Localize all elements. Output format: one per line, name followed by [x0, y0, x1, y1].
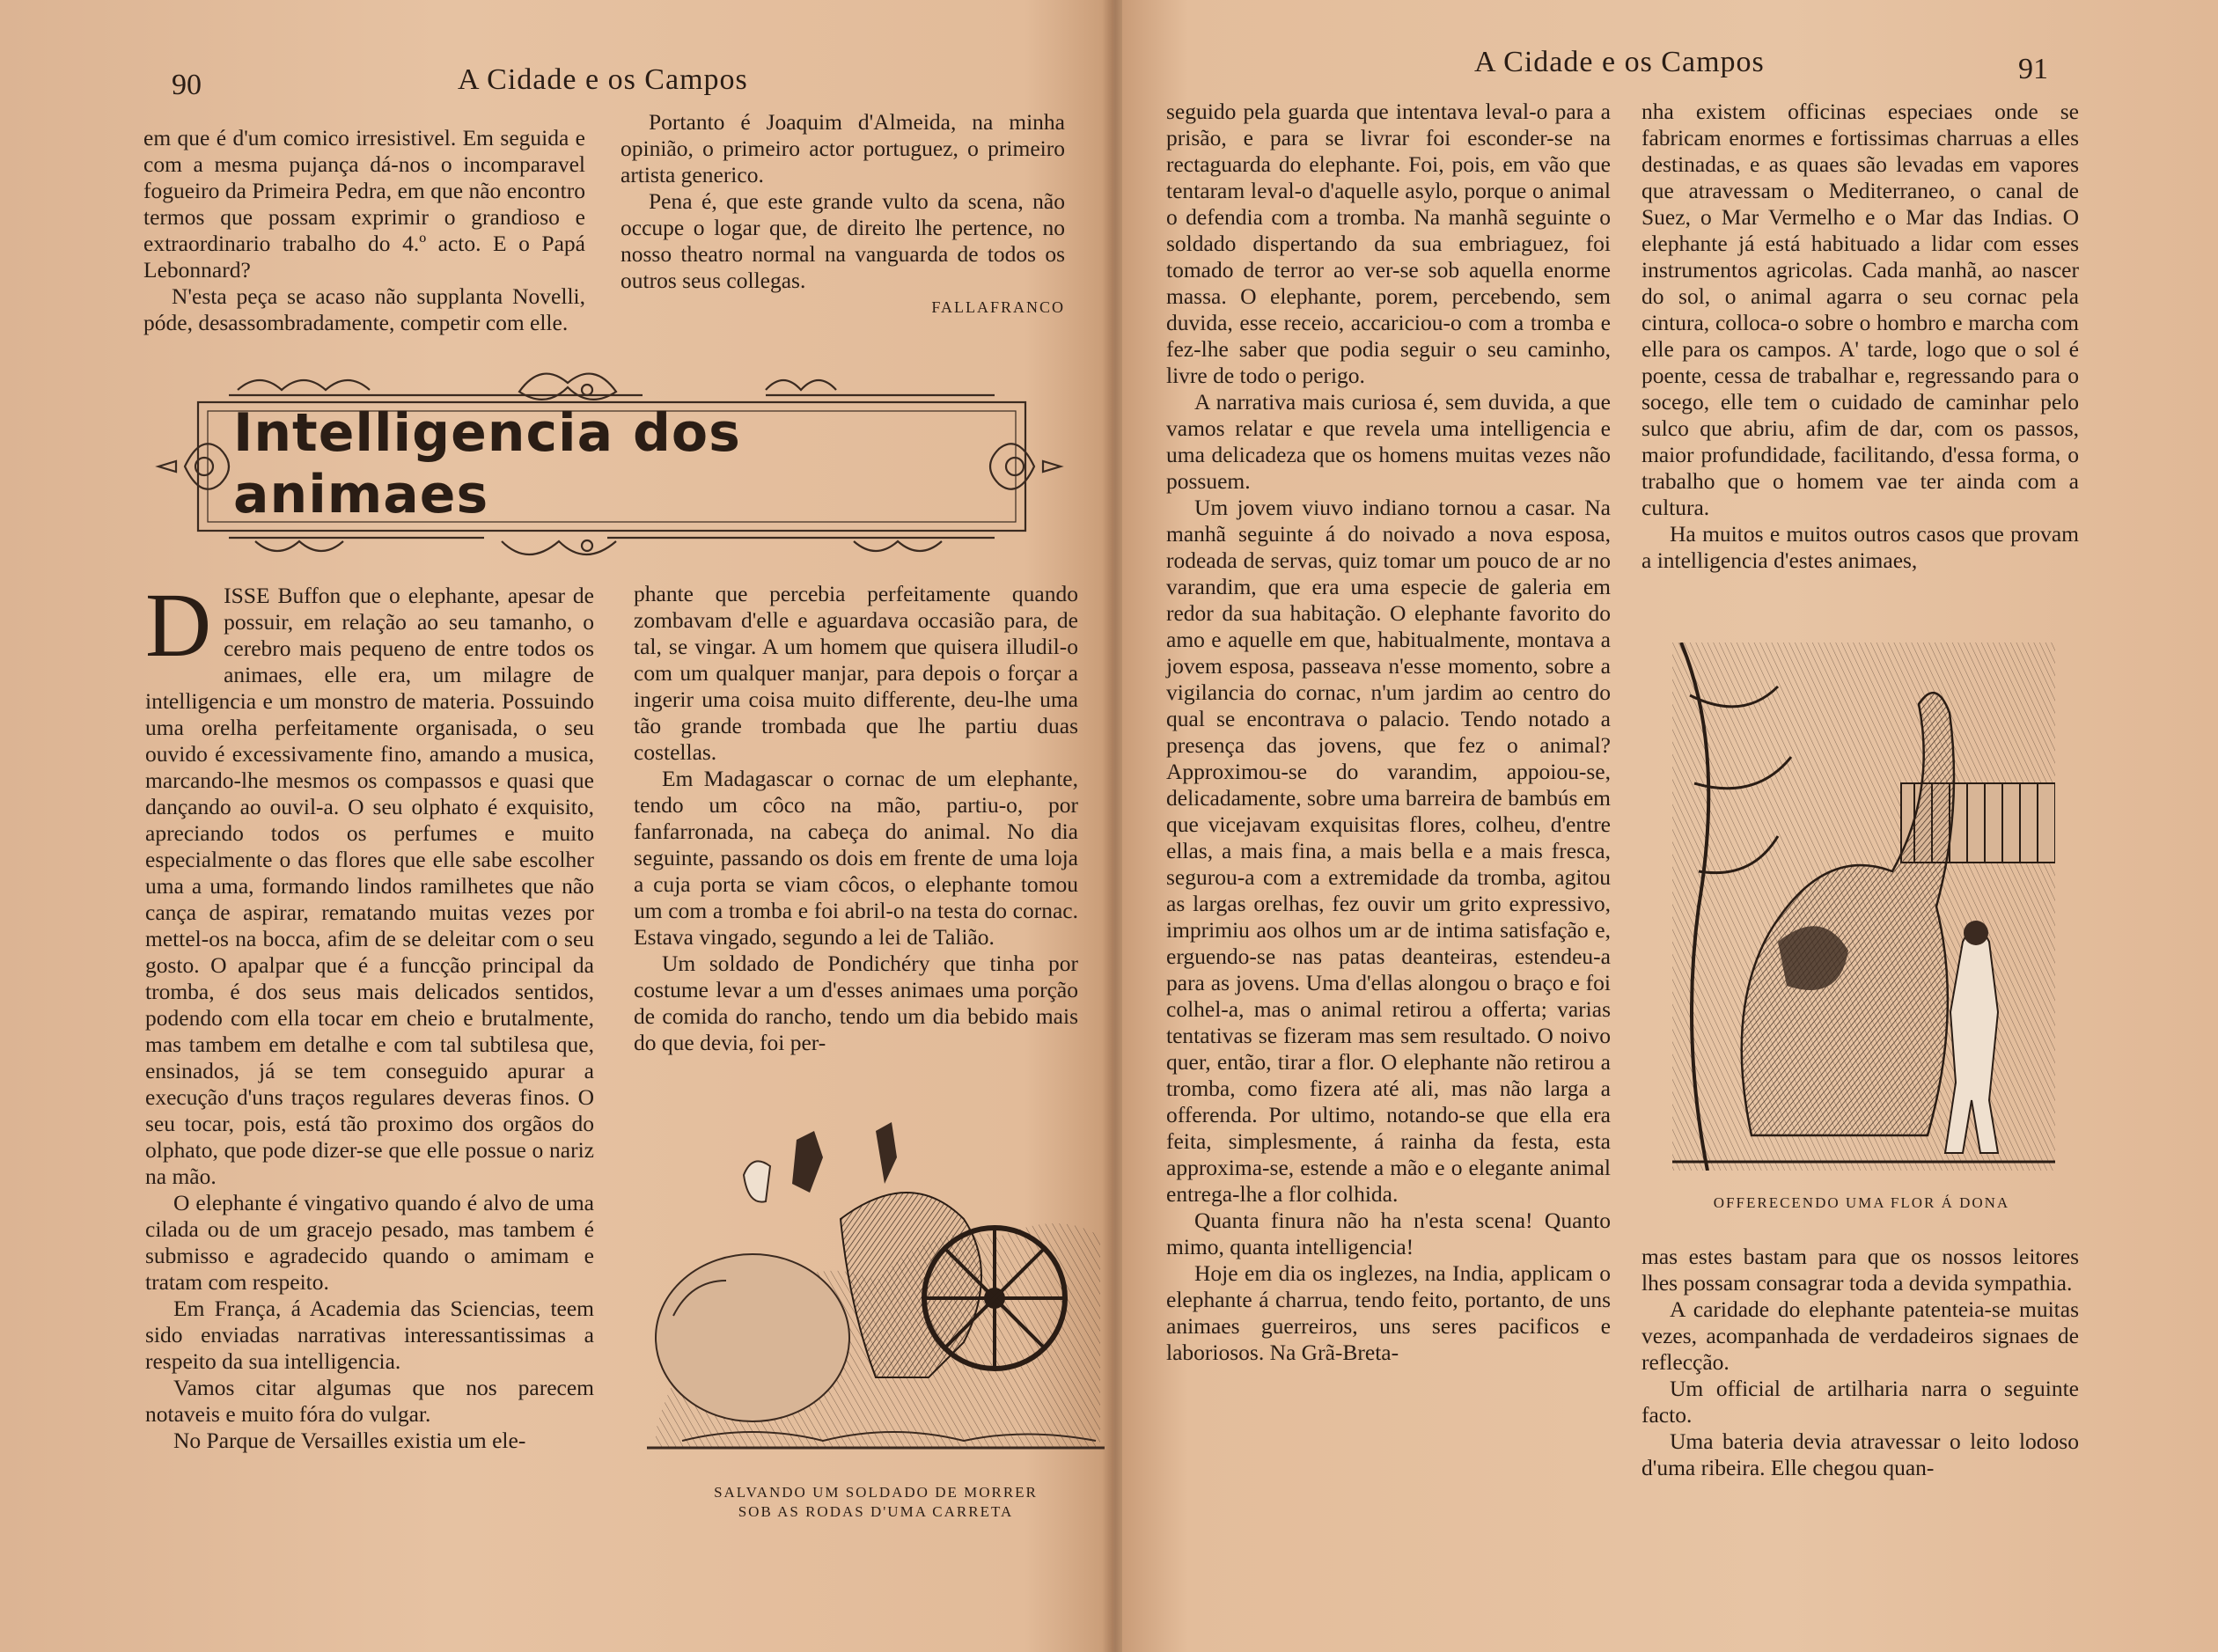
- page-number-left: 90: [172, 69, 202, 101]
- left-col2-body: [634, 581, 1078, 1056]
- paragraph: Ha muitos e muitos outros casos que provam a intelligencia d'estes animaes,: [1641, 521, 2079, 573]
- caption-line: SOB AS RODAS D'UMA CARRETA: [738, 1503, 1014, 1520]
- paragraph: Um official de artilharia narra o seguinte facto.: [1641, 1376, 2079, 1428]
- elephant-cart-illustration-icon: [647, 1113, 1105, 1465]
- caption-line: SALVANDO UM SOLDADO DE MORRER: [714, 1484, 1038, 1501]
- paragraph: Um jovem viuvo indiano tornou a casar. Na manhã seguinte á do noivado a nova esposa, rodeada de servas, quiz tomar um pouco de ar no varandim, que era uma especie de galeria em redor da sua habitação. O elephante favorito do amo e aquelle em que, habitualmente, montava a jovem esposa, passeava n'esse momento, sobre a vigilancia do cornac, n'um jardim ao centro do qual se encontrava o palacio. Tendo notado a presença das jovens, que fez o animal? Approximou-se do varandim, appoiou-se, delicadamente, sobre uma barreira de bambús em que vicejavam exquisitas flores, colheu, d'entre ellas, a mais fina, a mais bella e a mais fresca, segurou-a com a extremidade da tromba, agitou as largas orelhas, fez ouvir um grito expressivo, imprimiu aos olhos um ar de intima satisfação e, erguendo-se nas patas deanteiras, estendeu-a para as jovens. Uma d'ellas alongou o braço e foi colhel-a, mas o animal retirou a offerta; varias tentativas se fizeram mas sem resultado. O noivo quer, então, tirar a flor. O elephante não retirou a tromba, como fizera até ali, mas não larga a offerenda. Por ultimo, notando-se que ella era feita, simplesmente, á rainha da festa, esta approxima-se, estende a mão e o elegante animal entrega-lhe a flor colhida.: [1166, 495, 1611, 1207]
- paragraph: Portanto é Joaquim d'Almeida, na minha opinião, o primeiro actor portuguez, o primeiro artista generico.: [621, 109, 1065, 187]
- right-col1: [1166, 99, 1611, 1366]
- running-header-left: A Cidade e os Campos: [458, 63, 748, 96]
- page-number-right: 91: [2018, 53, 2048, 85]
- engraving-elephant-flower: [1672, 642, 2055, 1171]
- elephant-flower-illustration-icon: [1672, 642, 2055, 1171]
- figure-caption-right: OFFERECENDO UMA FLOR Á DONA: [1713, 1194, 2010, 1211]
- paragraph: em que é d'um comico irresistivel. Em seguida e com a mesma pujança dá-nos o incomparavel fogueiro da Primeira Pedra, em que não encontro termos que possam exprimir o grandioso e extraordinario trabalho do 4.º acto. E o Papá Lebonnard?: [143, 125, 585, 283]
- left-col1-body: [145, 575, 594, 1454]
- author-signature: FALLAFRANCO: [931, 298, 1065, 316]
- paragraph: N'esta peça se acaso não supplanta Novelli, póde, desassombradamente, competir com elle.: [143, 283, 585, 335]
- first-paragraph-text: ISSE Buffon que o elephante, apesar de possuir, em relação ao seu tamanho, o cerebro mais pequeno de entre todos os animaes, elle era, um milagre de intelligencia e um monstro de materia. Possuindo uma orelha perfeitamente organisada, o seu ouvido é excessivamente fino, amando a musica, marcando-lhe mesmos os compassos e quasi que dançando ao ouvil-a. O seu olphato é exquisito, apreciando todos os perfumes e muito especialmente o das flores que elle sabe escolher uma a uma, formando lindos ramilhetes que não cança de aspirar, rematando muitas vezes por mettel-os na bocca, afim de se deleitar com o seu gosto. O apalpar que é a funcção principal da tromba, é dos seus mais delicados sentidos, podendo com ella tocar em cheio e brutalmente, mas tambem em detalhe e com tal subtilesa que, ensinados, já se tem conseguido apurar a execução d'uns traços regulares deveras finos. O seu tocar, pois, está tão proximo dos orgãos do olphato, que pode dizer-se que elle possue o nariz na mão.: [145, 583, 594, 1189]
- paragraph: Uma bateria devia atravessar o leito lodoso d'uma ribeira. Elle chegou quan-: [1641, 1428, 2079, 1480]
- paragraph: A narrativa mais curiosa é, sem duvida, a que vamos relatar e que revela uma intelligencia e uma delicadeza que os homens muitas vezes não possuem.: [1166, 389, 1611, 494]
- running-header-right: A Cidade e os Campos: [1474, 46, 1765, 78]
- paragraph: phante que percebia perfeitamente quando zombavam d'elle e aguardava occasião para, de tal, se vingar. A um homem que quisera illudil-o com um qualquer manjar, para depois o forçar a ingerir uma coisa muito differente, deu-lhe uma tão grande trombada que lhe partiu duas costellas.: [634, 581, 1078, 765]
- engraving-soldier-cart: [647, 1113, 1105, 1465]
- article-title: Intelligencia dos animaes: [233, 402, 741, 525]
- paragraph: Em Madagascar o cornac de um elephante, tendo um côco na mão, partiu-o, por fanfarronada, na cabeça do animal. No dia seguinte, passando os dois em frente de uma loja a cuja porta se viam côcos, o elephante tomou um com a tromba e foi abril-o na testa do cornac. Estava vingado, segundo a lei de Talião.: [634, 766, 1078, 950]
- paragraph: Em França, á Academia das Sciencias, teem sido enviadas narrativas interessantissimas a respeito da sua intelligencia.: [145, 1296, 594, 1374]
- right-col2-bottom: [1641, 1244, 2079, 1481]
- paragraph: Um soldado de Pondichéry que tinha por costume levar a um d'esses animaes uma porção de comida do rancho, tendo um dia bebido mais do que devia, foi per-: [634, 951, 1078, 1055]
- paragraph: Hoje em dia os inglezes, na India, applicam o elephante á charrua, tendo feito, portanto, de uns animaes guerreiros, uns seres pacificos e laboriosos. Na Grã-Breta-: [1166, 1260, 1611, 1365]
- paragraph: O elephante é vingativo quando é alvo de uma cilada ou de um gracejo pesado, mas tambem é submisso e agradecido quando o amimam e tratam com respeito.: [145, 1190, 594, 1295]
- left-col2-top: [621, 109, 1065, 320]
- article-title-frame: [150, 365, 1069, 568]
- paragraph: Pena é, que este grande vulto da scena, não occupe o logar que, de direito lhe pertence, no nosso theatro normal na vanguarda de todos os outros seus collegas.: [621, 188, 1065, 293]
- paragraph: nha existem officinas especiaes onde se fabricam enormes e fortissimas charruas a elles destinadas, e as quaes são levadas em vapores que atravessam o Mediterraneo, o canal de Suez, o Mar Vermelho e o Mar das Indias. O elephante já está habituado a lidar com esses instrumentos agricolas. Cada manhã, ao nascer do sol, o animal agarra o seu cornac pela cintura, colloca-o sobre o hombro e marcha com elle para os campos. A' tarde, logo que o sol é poente, cessa de trabalhar e, regressando para o socego, elle tem o cuidado de caminhar pelo sulco que abriu, afim de dar, com os passos, maior profundidade, facilitando, d'essa forma, o trabalho que o homem vae ter ainda com a cultura.: [1641, 99, 2079, 520]
- left-col1-top: [143, 125, 585, 336]
- right-page: [1122, 0, 2218, 1652]
- right-col2-top: [1641, 99, 2079, 574]
- paragraph: No Parque de Versailles existia um ele-: [173, 1428, 526, 1453]
- paragraph: mas estes bastam para que os nossos leitores lhes possam consagrar toda a devida sympathia.: [1641, 1244, 2079, 1296]
- paragraph: A caridade do elephante patenteia-se muitas vezes, acompanhada de verdadeiros signaes de reflecção.: [1641, 1296, 2079, 1375]
- paragraph: Vamos citar algumas que nos parecem notaveis e muito fóra do vulgar.: [145, 1375, 594, 1427]
- paragraph: seguido pela guarda que intentava leval-o para a prisão, e para se livrar foi esconder-se na rectaguarda do elephante. Foi, pois, em vão que tentaram leval-o d'aquelle asylo, porque o animal o defendia com a tromba. Na manhã seguinte o soldado dispertando da sua embriaguez, foi tomado de terror ao ver-se sob aquella enorme massa. O elephante, porem, percebendo, sem duvida, esse receio, accariciou-o com a tromba e fez-lhe saber que podia seguir o seu caminho, livre de todo o perigo.: [1166, 99, 1611, 388]
- figure-caption-left: [669, 1483, 1083, 1522]
- first-paragraph: [145, 575, 594, 1190]
- drop-cap: D: [145, 575, 212, 676]
- paragraph: Quanta finura não ha n'esta scena! Quanto mimo, quanta intelligencia!: [1166, 1208, 1611, 1259]
